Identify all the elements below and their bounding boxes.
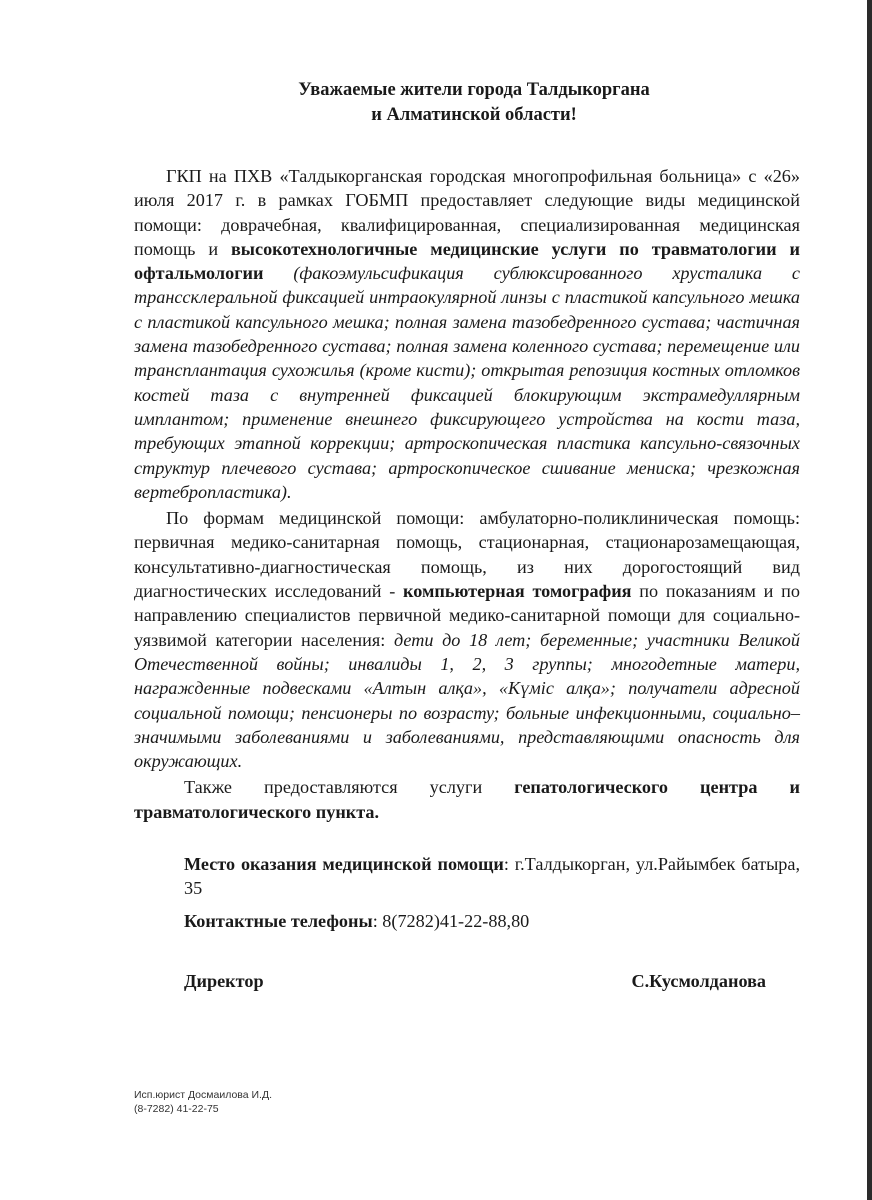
services-bold: высокотехнологичные медицинские услуги по травматологии и офтальмологии	[134, 238, 800, 284]
location-value: : г.Талдыкорган, ул.Райымбек батыра, 35	[184, 854, 800, 899]
contacts-label: Контактные телефоны	[184, 910, 373, 931]
executor-name: Исп.юрист Досмаилова И.Д.	[134, 1089, 272, 1101]
services-list: (факоэмульсификация сублюксированного хрусталика с транссклеральной фиксацией интраокулярной линзы с пластикой капсульного мешка с пластикой капсульного мешка; полная замена тазобедренного сустава; частичная замена тазобедренного сустава; полная замена коленного сустава; перемещение или трансплантация сухожилья (кроме кисти); открытая репозиция костных отломков костей таза с внутренней фиксацией блокирующим экстрамедуллярным имплантом; применение внешнего фиксирующего устройства на кости таза, требующих этапной коррекции; артроскопическая пластика капсульно-связочных структур плечевого сустава; артроскопическое сшивание мениска; чрезкожная вертебропластика).	[134, 263, 801, 502]
contacts-value: : 8(7282)41-22-88,80	[372, 910, 530, 931]
forms-bold: компьютерная томография	[403, 581, 632, 602]
location-label: Место оказания медицинской помощи	[184, 854, 504, 875]
also-paragraph	[134, 775, 800, 824]
page-title	[148, 78, 800, 128]
executor-phone: (8-7282) 41-22-75	[134, 1103, 219, 1115]
signature-row	[184, 969, 766, 993]
scan-edge-shadow	[867, 0, 872, 1200]
services-sep	[263, 263, 293, 283]
forms-paragraph	[134, 506, 800, 773]
services-paragraph	[134, 164, 800, 504]
signature-title: Директор	[184, 970, 264, 991]
forms-middle: по показаниям и по направлению специалистов первичной медико-санитарной помощи для социально-уязвимой категории населения:	[134, 581, 800, 650]
also-intro: Также предоставляются услуги	[184, 777, 515, 798]
services-intro: ГКП на ПХВ «Талдыкорганская городская многопрофильная больница» с «26» июля 2017 г. в рамках ГОБМП предоставляет следующие виды медицинской помощи: доврачебная, квалифицированная, специализированная медицинская помощь и	[134, 166, 800, 259]
also-bold: гепатологического центра и травматологического пункта.	[134, 777, 800, 822]
title-line-1: Уважаемые жители города Талдыкоргана	[298, 80, 650, 100]
forms-intro: По формам медицинской помощи: амбулаторно-поликлиническая помощь: первичная медико-санитарная помощь, стационарная, стационарозамещающая, консультативно-диагностическая помощь, из них дорогостоящий вид диагностических исследований -	[134, 508, 800, 602]
contacts-line	[184, 909, 800, 933]
title-line-2: и Алматинской области!	[371, 105, 577, 125]
signature-name: С.Кусмолданова	[631, 970, 766, 991]
letter-body	[134, 78, 800, 993]
location-line	[184, 852, 800, 901]
executor-footer	[134, 1088, 272, 1116]
forms-list: дети до 18 лет; беременные; участники Великой Отечественной войны; инвалиды 1, 2, 3 группы; многодетные матери, награжденные подвесками «Алтын алқа», «Күміс алқа»; получатели адресной социальной помощи; пенсионеры по возрасту; больные инфекционными, социально–значимыми заболеваниями и заболеваниями, представляющими опасность для окружающих.	[134, 629, 800, 772]
